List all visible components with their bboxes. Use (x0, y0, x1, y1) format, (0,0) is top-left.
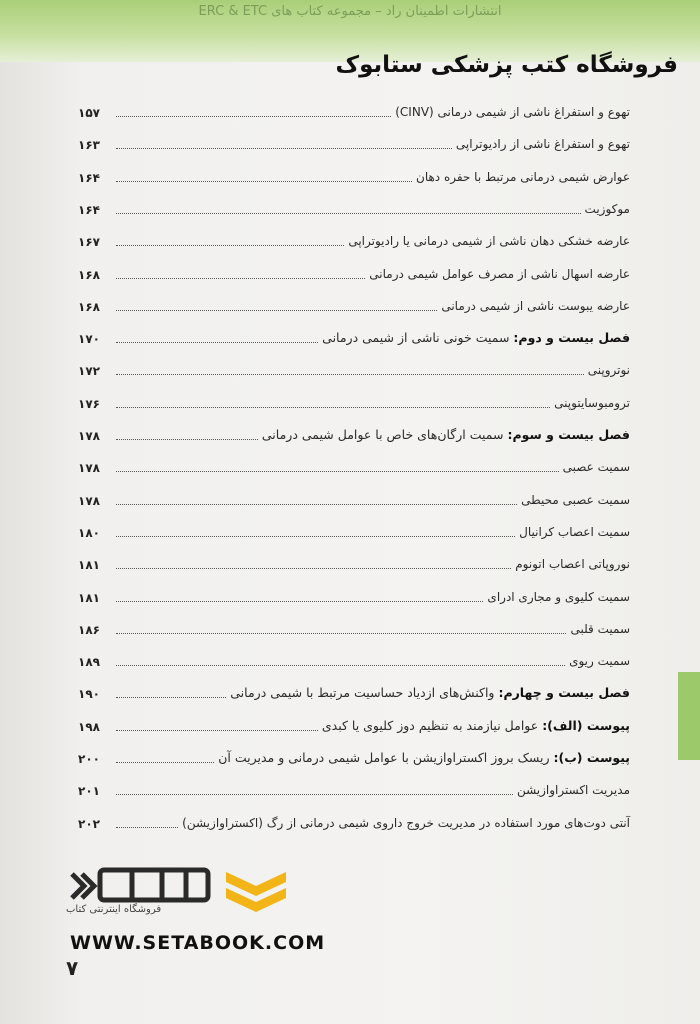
toc-row (78, 738, 630, 768)
toc-row (78, 157, 630, 187)
toc-row (78, 350, 630, 380)
toc-row (78, 189, 630, 219)
toc-row (78, 544, 630, 574)
toc-entry-title: سمیت اعصاب کرانیال (519, 524, 630, 539)
toc-entry (487, 589, 630, 607)
toc-dot-leader (116, 503, 517, 505)
toc-dot-leader (116, 600, 483, 602)
toc-dot-leader (116, 470, 559, 472)
toc-page-number: ۱۷۸ (78, 461, 100, 476)
toc-page-number: ۱۶۸ (78, 299, 100, 314)
toc-dot-leader (116, 826, 178, 828)
toc-entry (369, 266, 630, 284)
toc-entry (585, 201, 630, 219)
toc-dot-leader (116, 729, 318, 731)
toc-entry-title: عارضه خشکی دهان ناشی از شیمی درمانی یا رادیوتراپی (348, 234, 630, 249)
toc-row (78, 641, 630, 671)
toc-page-number: ۱۹۰ (78, 687, 100, 702)
toc-page-number: ۱۸۱ (78, 558, 100, 573)
publisher-line: انتشارات اطمینان راد – مجموعه کتاب های ERC & ETC (198, 4, 502, 19)
toc-page-number: ۲۰۰ (78, 752, 100, 766)
toc-entry-title: نوتروپنی (587, 363, 630, 378)
toc-row (78, 706, 630, 736)
toc-chapter-label: پیوست (الف): (542, 717, 630, 733)
toc-entry (230, 685, 630, 703)
toc-row (78, 254, 630, 284)
page-number: ۷ (66, 956, 79, 980)
toc-entry-title: سمیت خونی ناشی از شیمی درمانی (322, 330, 514, 346)
toc-entry-title: سمیت ارگان‌های خاص با عوامل شیمی درمانی (261, 427, 508, 442)
toc-dot-leader (116, 244, 344, 246)
toc-entry-title: موکوزیت (584, 201, 630, 216)
toc-row (78, 318, 630, 348)
toc-page-number: ۲۰۱ (78, 784, 100, 799)
toc-row (78, 124, 630, 154)
toc-chapter-label: فصل بیست و چهارم: (498, 685, 630, 701)
toc-page-number: ۱۵۷ (78, 106, 100, 120)
toc-entry (262, 427, 630, 445)
toc-dot-leader (116, 793, 513, 795)
toc-entry-title: آنتی دوت‌های مورد استفاده در مدیریت خروج داروی شیمی درمانی از رگ (اکستراوازیشن) (182, 815, 630, 830)
toc-page-number: ۱۷۸ (78, 493, 100, 508)
toc-page-number: ۱۶۴ (78, 170, 100, 185)
toc-page-number: ۱۸۰ (78, 525, 100, 540)
toc-entry-title: نوروپاتی اعصاب اتونوم (515, 557, 630, 572)
toc-page-number: ۱۶۷ (78, 235, 100, 250)
toc-entry (322, 718, 630, 736)
toc-row (78, 609, 630, 639)
toc-dot-leader (116, 535, 515, 537)
toc-page-number: ۱۶۳ (78, 138, 100, 153)
toc-entry (588, 362, 630, 380)
toc-entry-title: سمیت قلبی (570, 621, 630, 636)
toc-page-number: ۲۰۲ (78, 816, 100, 831)
toc-page-number: ۱۹۸ (78, 719, 100, 734)
toc-entry (182, 815, 630, 833)
toc-entry-title: سمیت کلیوی و مجاری ادرای (487, 589, 630, 604)
toc-page-number: ۱۸۶ (78, 622, 100, 637)
toc-chapter-label: فصل بیست و سوم: (507, 427, 630, 442)
toc-entry-title: سمیت عصبی (562, 460, 630, 475)
toc-page-number: ۱۷۲ (78, 364, 100, 379)
toc-chapter-label: فصل بیست و دوم: (513, 330, 630, 346)
toc-entry-title: سمیت ریوی (569, 654, 630, 669)
toc-entry-title: مدیریت اکستراوازیشن (516, 783, 630, 798)
toc-dot-leader (116, 373, 584, 375)
toc-page-number: ۱۷۸ (78, 429, 100, 443)
toc-dot-leader (116, 115, 391, 117)
toc-entry-title: عوامل نیازمند به تنظیم دوز کلیوی یا کبدی (321, 717, 543, 733)
toc-row (78, 221, 630, 251)
toc-entry (517, 782, 630, 800)
toc-entry (416, 169, 630, 187)
toc-entry (515, 556, 630, 574)
toc-row (78, 480, 630, 510)
toc-entry-title: واکنش‌های ازدیاد حساسیت مرتبط با شیمی درمانی (230, 685, 499, 701)
toc-row (78, 286, 630, 316)
toc-page-number: ۱۶۸ (78, 267, 100, 282)
toc-entry (441, 298, 630, 316)
toc-dot-leader (116, 147, 452, 149)
toc-dot-leader (116, 438, 258, 440)
toc-dot-leader (116, 632, 566, 634)
toc-row (78, 447, 630, 477)
toc-dot-leader (116, 761, 214, 763)
toc-entry (519, 524, 630, 542)
store-title: فروشگاه کتب پزشکی ستابوک (335, 52, 678, 78)
toc-entry-title: عارضه اسهال ناشی از مصرف عوامل شیمی درمانی (369, 266, 630, 281)
toc-entry (563, 459, 630, 477)
toc-entry (569, 653, 630, 671)
toc-row (78, 803, 630, 833)
toc-row (78, 577, 630, 607)
toc-row (78, 512, 630, 542)
toc-row (78, 415, 630, 445)
toc-page-number: ۱۶۴ (78, 202, 100, 217)
toc-row (78, 673, 630, 703)
toc-page-number: ۱۷۰ (78, 332, 100, 347)
toc-row (78, 770, 630, 800)
toc-page-number: ۱۷۶ (78, 396, 100, 411)
toc-dot-leader (116, 406, 550, 408)
toc-entry (218, 750, 630, 768)
toc-entry (570, 621, 630, 639)
logo-tagline: فروشگاه اینترنتی کتاب (66, 904, 162, 915)
toc-dot-leader (116, 309, 437, 311)
toc-entry-title: سمیت عصبی محیطی (521, 492, 630, 507)
setabook-logo (62, 862, 292, 922)
toc-row (78, 383, 630, 413)
toc-entry-title: تهوع و استفراغ ناشی از شیمی درمانی (CINV) (395, 105, 630, 119)
chapter-tab-marker (678, 672, 700, 760)
toc-entry-title: عوارض شیمی درمانی مرتبط با حفره دهان (416, 169, 630, 184)
toc-entry-title: عارضه یبوست ناشی از شیمی درمانی (441, 298, 630, 313)
toc-entry (456, 136, 630, 154)
toc-dot-leader (116, 180, 412, 182)
toc-entry-title: تهوع و استفراغ ناشی از رادیوتراپی (455, 137, 630, 152)
toc-row (78, 92, 630, 122)
toc-entry-title: ترومبوسایتوپنی (554, 395, 630, 410)
toc-dot-leader (116, 341, 318, 343)
toc-page-number: ۱۸۱ (78, 590, 100, 605)
site-url: WWW.SETABOOK.COM (70, 932, 326, 954)
toc-dot-leader (116, 277, 365, 279)
toc-entry (521, 492, 630, 510)
toc-dot-leader (116, 664, 565, 666)
toc-dot-leader (116, 212, 581, 214)
toc-entry (395, 104, 630, 122)
toc-entry (322, 330, 630, 348)
toc-chapter-label: پیوست (ب): (553, 750, 630, 765)
toc-dot-leader (116, 567, 511, 569)
toc-dot-leader (116, 696, 226, 698)
toc-page-number: ۱۸۹ (78, 655, 100, 670)
toc-entry-title: ریسک بروز اکستراوازیشن با عوامل شیمی درمانی و مدیریت آن (218, 750, 554, 765)
toc-entry (554, 395, 630, 413)
toc-entry (348, 233, 630, 251)
